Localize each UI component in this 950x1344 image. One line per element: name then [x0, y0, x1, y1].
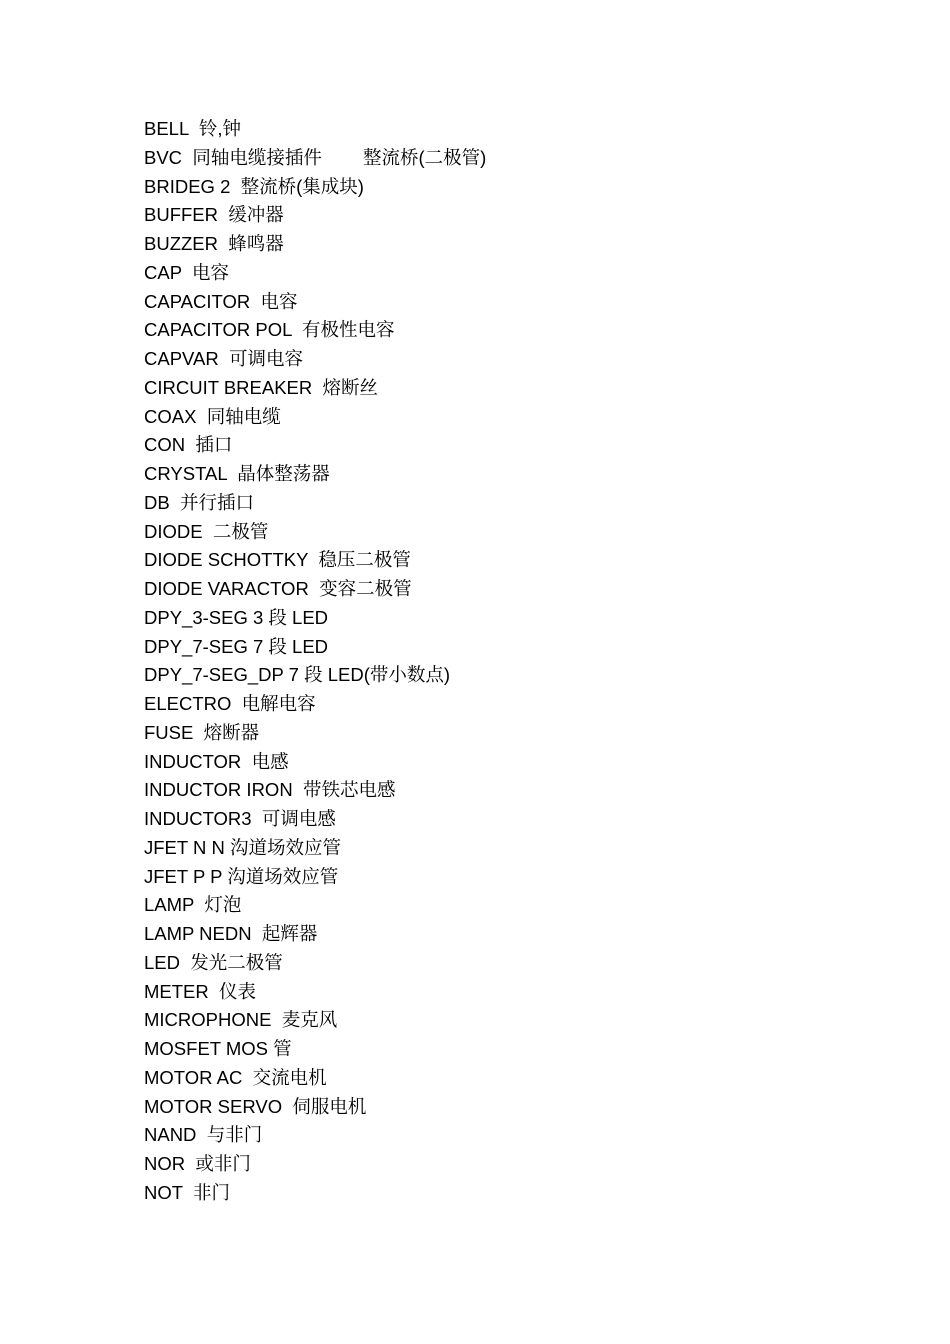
term-line: LED 发光二极管 [144, 951, 283, 973]
term-line: ELECTRO 电解电容 [144, 693, 316, 714]
term-line: DPY_7-SEG 7 段 LED [144, 635, 329, 657]
term-line: BELL 铃,钟 [144, 118, 241, 139]
term-line: BUZZER 蜂鸣器 [144, 233, 284, 254]
term-line: CIRCUIT BREAKER 熔断丝 [144, 376, 379, 398]
term-line: FUSE 熔断器 [144, 721, 260, 743]
term-line: DPY_7-SEG_DP 7 段 LED(带小数点) [144, 664, 451, 686]
term-line: BUFFER 缓冲器 [144, 204, 284, 226]
term-line: DIODE SCHOTTKY 稳压二极管 [144, 549, 411, 571]
term-line: MOTOR SERVO 伺服电机 [144, 1095, 367, 1117]
term-line: CON 插口 [144, 434, 233, 456]
term-line: CRYSTAL 晶体整荡器 [144, 463, 330, 484]
term-line: MOSFET MOS 管 [144, 1038, 292, 1059]
term-line: MOTOR AC 交流电机 [144, 1066, 327, 1088]
term-line: METER 仪表 [144, 980, 257, 1002]
term-line: BVC 同轴电缆接插件 整流桥(二极管) [144, 146, 487, 168]
term-line: DIODE VARACTOR 变容二极管 [144, 578, 412, 599]
term-line: INDUCTOR 电感 [144, 750, 289, 772]
component-term-list [144, 115, 486, 1208]
term-line: CAPVAR 可调电容 [144, 348, 303, 369]
term-line: COAX 同轴电缆 [144, 405, 281, 427]
term-line: CAP 电容 [144, 261, 229, 283]
term-line: NOR 或非门 [144, 1153, 251, 1174]
term-line: JFET N N 沟道场效应管 [144, 836, 341, 858]
term-line: NOT 非门 [144, 1181, 230, 1203]
term-line: INDUCTOR IRON 带铁芯电感 [144, 779, 396, 801]
term-line: MICROPHONE 麦克风 [144, 1009, 338, 1031]
term-line: LAMP 灯泡 [144, 894, 242, 916]
term-line: DPY_3-SEG 3 段 LED [144, 606, 329, 628]
term-line: INDUCTOR3 可调电感 [144, 808, 336, 829]
term-line: JFET P P 沟道场效应管 [144, 865, 339, 887]
term-line: DB 并行插口 [144, 491, 254, 513]
term-line: DIODE 二极管 [144, 520, 269, 542]
term-line: CAPACITOR POL 有极性电容 [144, 319, 395, 341]
term-line: CAPACITOR 电容 [144, 290, 298, 312]
term-line: NAND 与非门 [144, 1124, 263, 1146]
term-line: LAMP NEDN 起辉器 [144, 923, 318, 944]
term-line: BRIDEG 2 整流桥(集成块) [144, 175, 364, 197]
